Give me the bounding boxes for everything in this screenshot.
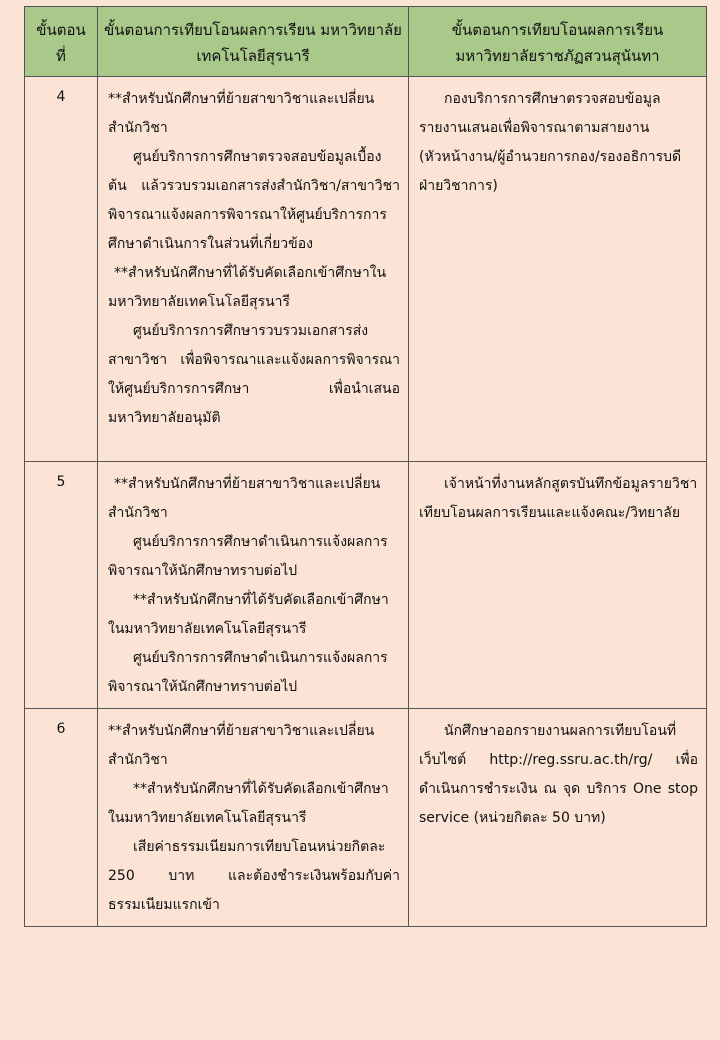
sut-heading: **สำหรับนักศึกษาที่ย้ายสาขาวิชาและเปลี่ยนสำนักวิชา	[108, 476, 381, 521]
ssru-procedure	[409, 709, 707, 927]
sut-paragraph: ศูนย์บริการการศึกษาตรวจสอบข้อมูลเบื้องต้น แล้วรวบรวมเอกสารส่งสำนักวิชา/สาขาวิชาพิจารณาแจ้งผลการพิจารณาให้ศูนย์บริการการศึกษาดำเนินการในส่วนที่เกี่ยวข้อง	[108, 149, 400, 252]
sut-heading: **สำหรับนักศึกษาที่ได้รับคัดเลือกเข้าศึกษาในมหาวิทยาลัยเทคโนโลยีสุรนารี	[108, 265, 387, 310]
table-row	[25, 77, 707, 462]
ssru-procedure	[409, 462, 707, 709]
transfer-comparison-table	[24, 6, 707, 927]
step-number: 5	[25, 462, 98, 709]
ssru-procedure	[409, 77, 707, 462]
sut-heading: **สำหรับนักศึกษาที่ได้รับคัดเลือกเข้าศึกษาในมหาวิทยาลัยเทคโนโลยีสุรนารี	[108, 781, 389, 826]
step-number: 4	[25, 77, 98, 462]
sut-heading: **สำหรับนักศึกษาที่ย้ายสาขาวิชาและเปลี่ยนสำนักวิชา	[108, 723, 375, 768]
table-row	[25, 462, 707, 709]
sut-paragraph: ศูนย์บริการการศึกษารวบรวมเอกสารส่งสาขาวิชา เพื่อพิจารณาและแจ้งผลการพิจารณาให้ศูนย์บริการการศึกษา เพื่อนำเสนอมหาวิทยาลัยอนุมัติ	[108, 323, 400, 426]
sut-procedure	[98, 77, 409, 462]
ssru-paragraph: กองบริการการศึกษาตรวจสอบข้อมูลรายงานเสนอเพื่อพิจารณาตามสายงาน (หัวหน้างาน/ผู้อำนวยการกอง/รองอธิการบดีฝ่ายวิชาการ)	[419, 91, 682, 194]
step-number: 6	[25, 709, 98, 927]
sut-procedure	[98, 462, 409, 709]
sut-paragraph: เสียค่าธรรมเนียมการเทียบโอนหน่วยกิตละ 250 บาท และต้องชำระเงินพร้อมกับค่าธรรมเนียมแรกเข้า	[108, 839, 400, 913]
sut-paragraph: ศูนย์บริการการศึกษาดำเนินการแจ้งผลการพิจารณาให้นักศึกษาทราบต่อไป	[108, 650, 388, 695]
header-row	[25, 7, 707, 77]
header-step: ขั้นตอน ที่	[25, 7, 98, 77]
sut-heading: **สำหรับนักศึกษาที่ย้ายสาขาวิชาและเปลี่ยนสำนักวิชา	[108, 91, 375, 136]
sut-procedure	[98, 709, 409, 927]
header-sut: ขั้นตอนการเทียบโอนผลการเรียน มหาวิทยาลัยเทคโนโลยีสุรนารี	[98, 7, 409, 77]
header-ssru: ขั้นตอนการเทียบโอนผลการเรียน มหาวิทยาลัยราชภัฏสวนสุนันทา	[409, 7, 707, 77]
sut-heading: **สำหรับนักศึกษาที่ได้รับคัดเลือกเข้าศึกษาในมหาวิทยาลัยเทคโนโลยีสุรนารี	[108, 592, 389, 637]
ssru-paragraph: นักศึกษาออกรายงานผลการเทียบโอนที่เว็บไซต์ http://reg.ssru.ac.th/rg/ เพื่อดำเนินการชำระเงิน ณ จุด บริการ One stop service (หน่วยกิตละ 50 บาท)	[419, 723, 698, 826]
sut-paragraph: ศูนย์บริการการศึกษาดำเนินการแจ้งผลการพิจารณาให้นักศึกษาทราบต่อไป	[108, 534, 388, 579]
table-row	[25, 709, 707, 927]
ssru-paragraph: เจ้าหน้าที่งานหลักสูตรบันทึกข้อมูลรายวิชาเทียบโอนผลการเรียนและแจ้งคณะ/วิทยาลัย	[419, 476, 698, 521]
